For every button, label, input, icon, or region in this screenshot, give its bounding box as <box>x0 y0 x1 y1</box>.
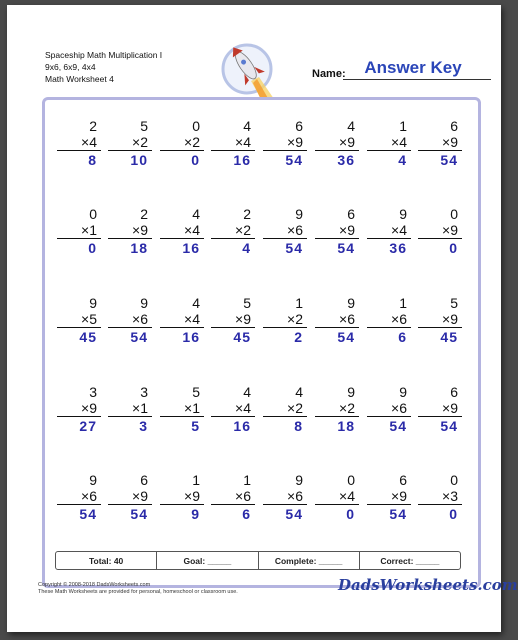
problem-answer: 0 <box>88 240 97 256</box>
problem <box>108 384 152 435</box>
problem-top-number: 4 <box>347 118 355 134</box>
problem-multiplier: ×9 <box>418 400 462 417</box>
problem <box>108 206 152 257</box>
problem-top-number: 2 <box>89 118 97 134</box>
problem-multiplier: ×6 <box>367 400 411 417</box>
problem-answer: 0 <box>449 240 458 256</box>
problem-top-number: 9 <box>140 295 148 311</box>
problem-top-number: 1 <box>192 472 200 488</box>
problem-answer: 54 <box>130 506 148 522</box>
problem-multiplier: ×6 <box>108 311 152 328</box>
answer-key-label: Answer Key <box>364 58 462 77</box>
problem-answer: 54 <box>389 506 407 522</box>
problem-multiplier: ×4 <box>160 222 204 239</box>
problem <box>211 295 255 346</box>
problem-top-number: 6 <box>295 118 303 134</box>
total-cell: Total: 40 <box>56 552 157 569</box>
logo-suffix: .com <box>477 576 518 594</box>
problem <box>367 206 411 257</box>
problem-answer: 54 <box>337 329 355 345</box>
problem <box>367 295 411 346</box>
problem-top-number: 9 <box>295 206 303 222</box>
problem-answer: 54 <box>79 506 97 522</box>
problem <box>418 206 462 257</box>
problem-answer: 6 <box>398 329 407 345</box>
problem <box>57 118 101 169</box>
problem <box>211 118 255 169</box>
problem-multiplier: ×4 <box>211 134 255 151</box>
title-line-2: 9x6, 6x9, 4x4 <box>45 62 96 72</box>
problem-answer: 54 <box>389 418 407 434</box>
problem-answer: 0 <box>346 506 355 522</box>
problem-multiplier: ×4 <box>367 222 411 239</box>
problem-multiplier: ×9 <box>315 134 359 151</box>
problem-answer: 6 <box>242 506 251 522</box>
problem <box>418 295 462 346</box>
problem-multiplier: ×6 <box>263 222 307 239</box>
problem-multiplier: ×9 <box>263 134 307 151</box>
problem-answer: 0 <box>191 152 200 168</box>
problem-top-number: 2 <box>243 206 251 222</box>
problem-top-number: 4 <box>295 384 303 400</box>
goal-cell[interactable]: Goal: _____ <box>157 552 258 569</box>
problem <box>57 384 101 435</box>
problem-answer: 54 <box>130 329 148 345</box>
problem-answer: 4 <box>398 152 407 168</box>
problem-multiplier: ×9 <box>160 488 204 505</box>
problem-multiplier: ×2 <box>263 400 307 417</box>
problem-answer: 4 <box>242 240 251 256</box>
problem-top-number: 9 <box>347 295 355 311</box>
problem-top-number: 0 <box>347 472 355 488</box>
problem-answer: 36 <box>389 240 407 256</box>
problem-answer: 45 <box>440 329 458 345</box>
problem-multiplier: ×4 <box>367 134 411 151</box>
problem-answer: 16 <box>233 418 251 434</box>
title-line-1: Spaceship Math Multiplication I <box>45 50 163 60</box>
footer-text <box>38 582 238 596</box>
problem-answer: 54 <box>440 418 458 434</box>
problem-top-number: 9 <box>399 384 407 400</box>
logo-text: DadsWorksheets <box>338 576 478 594</box>
problem-top-number: 4 <box>243 384 251 400</box>
problem-top-number: 2 <box>140 206 148 222</box>
problem-answer: 16 <box>233 152 251 168</box>
problem-top-number: 5 <box>140 118 148 134</box>
problem-top-number: 5 <box>192 384 200 400</box>
problem-top-number: 1 <box>295 295 303 311</box>
title-line-3: Math Worksheet 4 <box>45 74 114 84</box>
problem-multiplier: ×2 <box>108 134 152 151</box>
problem <box>57 295 101 346</box>
problem <box>367 118 411 169</box>
problem <box>160 472 204 523</box>
problem-top-number: 1 <box>243 472 251 488</box>
problem-top-number: 0 <box>450 206 458 222</box>
problem-top-number: 9 <box>347 384 355 400</box>
problem-answer: 10 <box>130 152 148 168</box>
problem-top-number: 0 <box>192 118 200 134</box>
problem <box>211 206 255 257</box>
problem-top-number: 6 <box>450 384 458 400</box>
problem-answer: 8 <box>88 152 97 168</box>
problem <box>160 206 204 257</box>
problem-top-number: 3 <box>140 384 148 400</box>
problem-multiplier: ×4 <box>160 311 204 328</box>
problem <box>367 384 411 435</box>
problem-top-number: 9 <box>89 295 97 311</box>
problem <box>315 118 359 169</box>
problem-multiplier: ×1 <box>160 400 204 417</box>
problem-multiplier: ×2 <box>263 311 307 328</box>
problem-top-number: 6 <box>347 206 355 222</box>
problem-top-number: 6 <box>450 118 458 134</box>
problem-answer: 27 <box>79 418 97 434</box>
problem <box>263 206 307 257</box>
problem-multiplier: ×9 <box>367 488 411 505</box>
problem-multiplier: ×9 <box>418 222 462 239</box>
problems-grid <box>45 100 478 585</box>
problem <box>418 118 462 169</box>
problem-multiplier: ×9 <box>108 488 152 505</box>
problem-multiplier: ×4 <box>211 400 255 417</box>
problem-answer: 2 <box>294 329 303 345</box>
problem-multiplier: ×1 <box>57 222 101 239</box>
problem-top-number: 5 <box>243 295 251 311</box>
problem <box>315 384 359 435</box>
problem <box>418 384 462 435</box>
problem-top-number: 9 <box>399 206 407 222</box>
problem <box>211 384 255 435</box>
problem-multiplier: ×9 <box>211 311 255 328</box>
problem-multiplier: ×9 <box>418 311 462 328</box>
problem <box>315 472 359 523</box>
problem-top-number: 5 <box>450 295 458 311</box>
problem-top-number: 0 <box>89 206 97 222</box>
problem-answer: 54 <box>285 240 303 256</box>
problem-multiplier: ×1 <box>108 400 152 417</box>
problem-answer: 8 <box>294 418 303 434</box>
problem <box>418 472 462 523</box>
correct-cell[interactable]: Correct: _____ <box>380 555 440 566</box>
problem <box>315 295 359 346</box>
problem-answer: 54 <box>440 152 458 168</box>
copyright-text: Copyright © 2008-2018 DadsWorksheets.com <box>38 582 151 588</box>
score-bar <box>55 551 461 570</box>
problem-multiplier: ×5 <box>57 311 101 328</box>
problem-answer: 18 <box>130 240 148 256</box>
problem-multiplier: ×2 <box>315 400 359 417</box>
problem-multiplier: ×6 <box>315 311 359 328</box>
problem <box>108 118 152 169</box>
problem-answer: 54 <box>285 152 303 168</box>
name-label: Name: <box>312 68 346 80</box>
problem <box>263 472 307 523</box>
problem-top-number: 9 <box>89 472 97 488</box>
problem <box>160 118 204 169</box>
problem-top-number: 1 <box>399 118 407 134</box>
problem-multiplier: ×9 <box>108 222 152 239</box>
problem-multiplier: ×9 <box>418 134 462 151</box>
problem-answer: 5 <box>191 418 200 434</box>
problem <box>160 295 204 346</box>
problem-answer: 18 <box>337 418 355 434</box>
problem-answer: 16 <box>182 329 200 345</box>
problem-answer: 3 <box>139 418 148 434</box>
problem <box>160 384 204 435</box>
problem-multiplier: ×2 <box>211 222 255 239</box>
problem <box>57 472 101 523</box>
problem-multiplier: ×6 <box>263 488 307 505</box>
problem-answer: 45 <box>233 329 251 345</box>
problem-multiplier: ×2 <box>160 134 204 151</box>
problem-answer: 16 <box>182 240 200 256</box>
complete-cell[interactable]: Complete: _____ <box>259 552 360 569</box>
problem-answer: 0 <box>449 506 458 522</box>
dadsworksheets-logo <box>338 576 518 594</box>
problem-top-number: 6 <box>399 472 407 488</box>
problems-frame <box>42 97 481 588</box>
problem <box>315 206 359 257</box>
usage-notice: These Math Worksheets are provided for personal, homeschool or classroom use. <box>38 589 238 595</box>
problem-top-number: 4 <box>243 118 251 134</box>
problem <box>367 472 411 523</box>
problem-answer: 9 <box>191 506 200 522</box>
problem-top-number: 1 <box>399 295 407 311</box>
problem-multiplier: ×9 <box>315 222 359 239</box>
problem-answer: 36 <box>337 152 355 168</box>
problem-top-number: 6 <box>140 472 148 488</box>
problem-top-number: 9 <box>295 472 303 488</box>
problem-multiplier: ×3 <box>418 488 462 505</box>
problem-top-number: 0 <box>450 472 458 488</box>
problem-top-number: 4 <box>192 295 200 311</box>
worksheet-title <box>45 49 162 85</box>
problem <box>263 118 307 169</box>
problem-multiplier: ×9 <box>57 400 101 417</box>
problem <box>108 472 152 523</box>
problem <box>263 295 307 346</box>
problem-multiplier: ×6 <box>211 488 255 505</box>
problem-multiplier: ×6 <box>367 311 411 328</box>
problem <box>108 295 152 346</box>
problem-answer: 54 <box>337 240 355 256</box>
problem-multiplier: ×6 <box>57 488 101 505</box>
problem-top-number: 3 <box>89 384 97 400</box>
problem <box>211 472 255 523</box>
problem-answer: 45 <box>79 329 97 345</box>
problem-top-number: 4 <box>192 206 200 222</box>
problem <box>57 206 101 257</box>
problem-multiplier: ×4 <box>315 488 359 505</box>
problem <box>263 384 307 435</box>
problem-multiplier: ×4 <box>57 134 101 151</box>
name-field-line[interactable] <box>343 79 491 80</box>
problem-answer: 54 <box>285 506 303 522</box>
